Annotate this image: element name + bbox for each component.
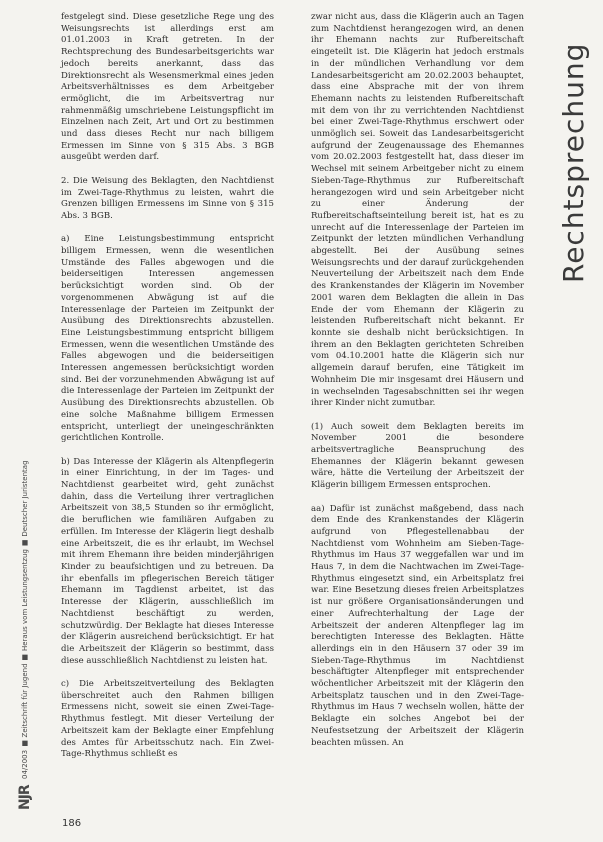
journal-ribbon: [13, 460, 37, 810]
paragraph: (1) Auch soweit dem Beklagten bereits im November 2001 die besondere arbeitsvertragliche Beanspruchung des Ehemannes der Klägerin bekannt gewesen wäre, hätte die Verteilung der Arbeitszeit der Klägerin billigem Ermessen entsprochen.: [311, 421, 524, 491]
text-column-right: [311, 12, 524, 761]
text-column-left: [61, 12, 274, 773]
paragraph: c) Die Arbeitszeitverteilung des Beklagten überschreitet auch den Rahmen billigen Ermessens nicht, soweit sie einen Zwei-Tage-Rhythmus festlegt. Mit dieser Verteilung der Arbeitszeit kam der Beklagte einer Empfehlung des Amtes für Arbeitsschutz nach. Ein Zwei-Tage-Rhythmus schließt es: [61, 679, 274, 760]
paragraph: b) Das Interesse der Klägerin als Altenpflegerin in einer Einrichtung, in der im Tages- und Nachtdienst gearbeitet wird, geht zunächst dahin, dass die Verteilung ihrer vertraglichen Arbeitszeit von 38,5 Stunden so ihr ermöglicht, die beruflichen wie familiären Aufgaben zu erfüllen. Im Interesse der Klägerin liegt deshalb eine Arbeitszeit, die es ihr erlaubt, im Wechsel mit ihrem Ehemann ihre beiden minderjährigen Kinder zu beaufsichtigen und zu betreuen. Da ihr ebenfalls im pflegerischen Bereich tätiger Ehemann im Tagdienst arbeitet, ist das Interesse der Klägerin, ausschließlich im Nachtdienst beschäftigt zu werden, schutzwürdig. Der Beklagte hat dieses Interesse der Klägerin ausreichend berücksichtigt. Er hat die Arbeitszeit der Klägerin so bestimmt, dass diese ausschließlich Nachtdienst zu leisten hat.: [61, 456, 274, 666]
journal-logo: NJR: [17, 785, 33, 810]
paragraph: zwar nicht aus, dass die Klägerin auch an Tagen zum Nachtdienst herangezogen wird, an denen ihr Ehemann nachts zur Rufbereitschaft eingeteilt ist. Die Klägerin hat jedoch erstmals in der mündlichen Verhandlung vor dem Landesarbeitsgericht am 20.02.2003 behauptet, dass eine Absprache mit der von ihrem Ehemann nachts zu leistenden Rufbereitschaft mit dem von ihr zu verrichtenden Nachtdienst bei einer Zwei-Tage-Rhythmus erschwert oder unmöglich sei. Soweit das Landesarbeitsgericht aufgrund der Zeugenaussage des Ehemannes vom 20.02.2003 festgestellt hat, dass dieser im Wechsel mit seinem Arbeitgeber nicht zu einem Sieben-Tage-Rhythmus zur Rufbereitschaft herangezogen wird und sein Arbeitgeber nicht zu einer Änderung der Rufbereitschaftseinteilung bereit ist, hat es zu unrecht auf die Interessenlage der Parteien im Zeitpunkt der letzten mündlichen Verhandlung abgestellt. Bei der Ausübung seines Weisungsrechts und der darauf zurückgehenden Neuverteilung der Arbeitszeit nach dem Ende des Krankenstandes der Klägerin im November 2001 waren dem Beklagten die allein in Das Ende der vom Ehemann der Klägerin zu leistenden Rufbereitschaft nicht bekannt. Er konnte sie deshalb nicht berücksichtigen. In ihrem an den Beklagten gerichteten Schreiben vom 04.10.2001 hatte die Klägerin sich nur allgemein darauf berufen, eine Tätigkeit im Wohnheim Die mir insgesamt drei Häusern und in wechselnden Tagesabschnitten sei ihr wegen ihrer Kinder nicht zumutbar.: [311, 12, 524, 409]
section-title-vertical: Rechtsprechung: [557, 42, 590, 284]
paragraph: 2. Die Weisung des Beklagten, den Nachtdienst im Zwei-Tage-Rhythmus zu leisten, wahrt die Grenzen billigen Ermessens im Sinne von § 315 Abs. 3 BGB.: [61, 175, 274, 221]
journal-ribbon-text: 04/2003 ■ Zeitschrift für Jugend ■ Heraus vom Leistungsentzug ■ Deutscher Juristentag: [21, 460, 29, 780]
paragraph: aa) Dafür ist zunächst maßgebend, dass nach dem Ende des Krankenstandes der Klägerin aufgrund von Pflegestellenabbau der Nachtdienst vom Wohnheim am Sieben-Tage-Rhythmus im Haus 37 weggefallen war und im Haus 7, in dem die Nachtwachen im Zwei-Tage-Rhythmus eingesetzt sind, ein Arbeitsplatz frei war. Eine Besetzung dieses freien Arbeitsplatzes ist nur größere Organisationsänderungen und einer Aufrechterhaltung der Lage der Arbeitszeit der anderen Altenpfleger lag im berechtigten Interesse des Beklagten. Hätte allerdings ein in den Häusern 37 oder 39 im Sieben-Tage-Rhythmus im Nachtdienst beschäftigter Altenpfleger mit entsprechender wöchentlicher Arbeitszeit mit der Klägerin den Arbeitsplatz tauschen und in den Zwei-Tage-Rhythmus im Haus 7 wechseln wollen, hätte der Beklagte ein solches Angebot bei der Neufestsetzung der Arbeitszeit der Klägerin beachten müssen. An: [311, 503, 524, 748]
paragraph: a) Eine Leistungsbestimmung entspricht billigem Ermessen, wenn die wesentlichen Umstände des Falles abgewogen und die beiderseitigen Interessen angemessen berücksichtigt worden sind. Ob der vorgenommenen Abwägung ist auf die Interessenlage der Parteien im Zeitpunkt der Ausübung des Direktionsrechts abzustellen. Eine Leistungsbestimmung entspricht billigem Ermessen, wenn die wesentlichen Umstände des Falles abgewogen und die beiderseitigen Interessen angemessen berücksichtigt worden sind. Bei der vorzunehmenden Abwägung ist auf die Interessenlage der Parteien im Zeitpunkt der Ausübung des Direktionsrechts abzustellen. Ob eine solche Maßnahme billigem Ermessen entspricht, unterliegt der uneingeschränkten gerichtlichen Kontrolle.: [61, 234, 274, 444]
paragraph: festgelegt sind. Diese gesetzliche Rege ung des Weisungsrechts ist allerdings erst am 01.01.2003 in Kraft getreten. In der Rechtsprechung des Bundesarbeitsgerichts war jedoch bereits anerkannt, dass das Direktionsrecht als Wesensmerkmal eines jeden Arbeitsverhältnisses es dem Arbeitgeber ermöglicht, die im Arbeitsvertrag nur rahmenmäßig umschriebene Leistungspflicht im Einzelnen nach Zeit, Art und Ort zu bestimmen und dass dieses Recht nur nach billigem Ermessen im Sinne von § 315 Abs. 3 BGB ausgeübt werden darf.: [61, 12, 274, 163]
page-number: 186: [62, 818, 82, 829]
